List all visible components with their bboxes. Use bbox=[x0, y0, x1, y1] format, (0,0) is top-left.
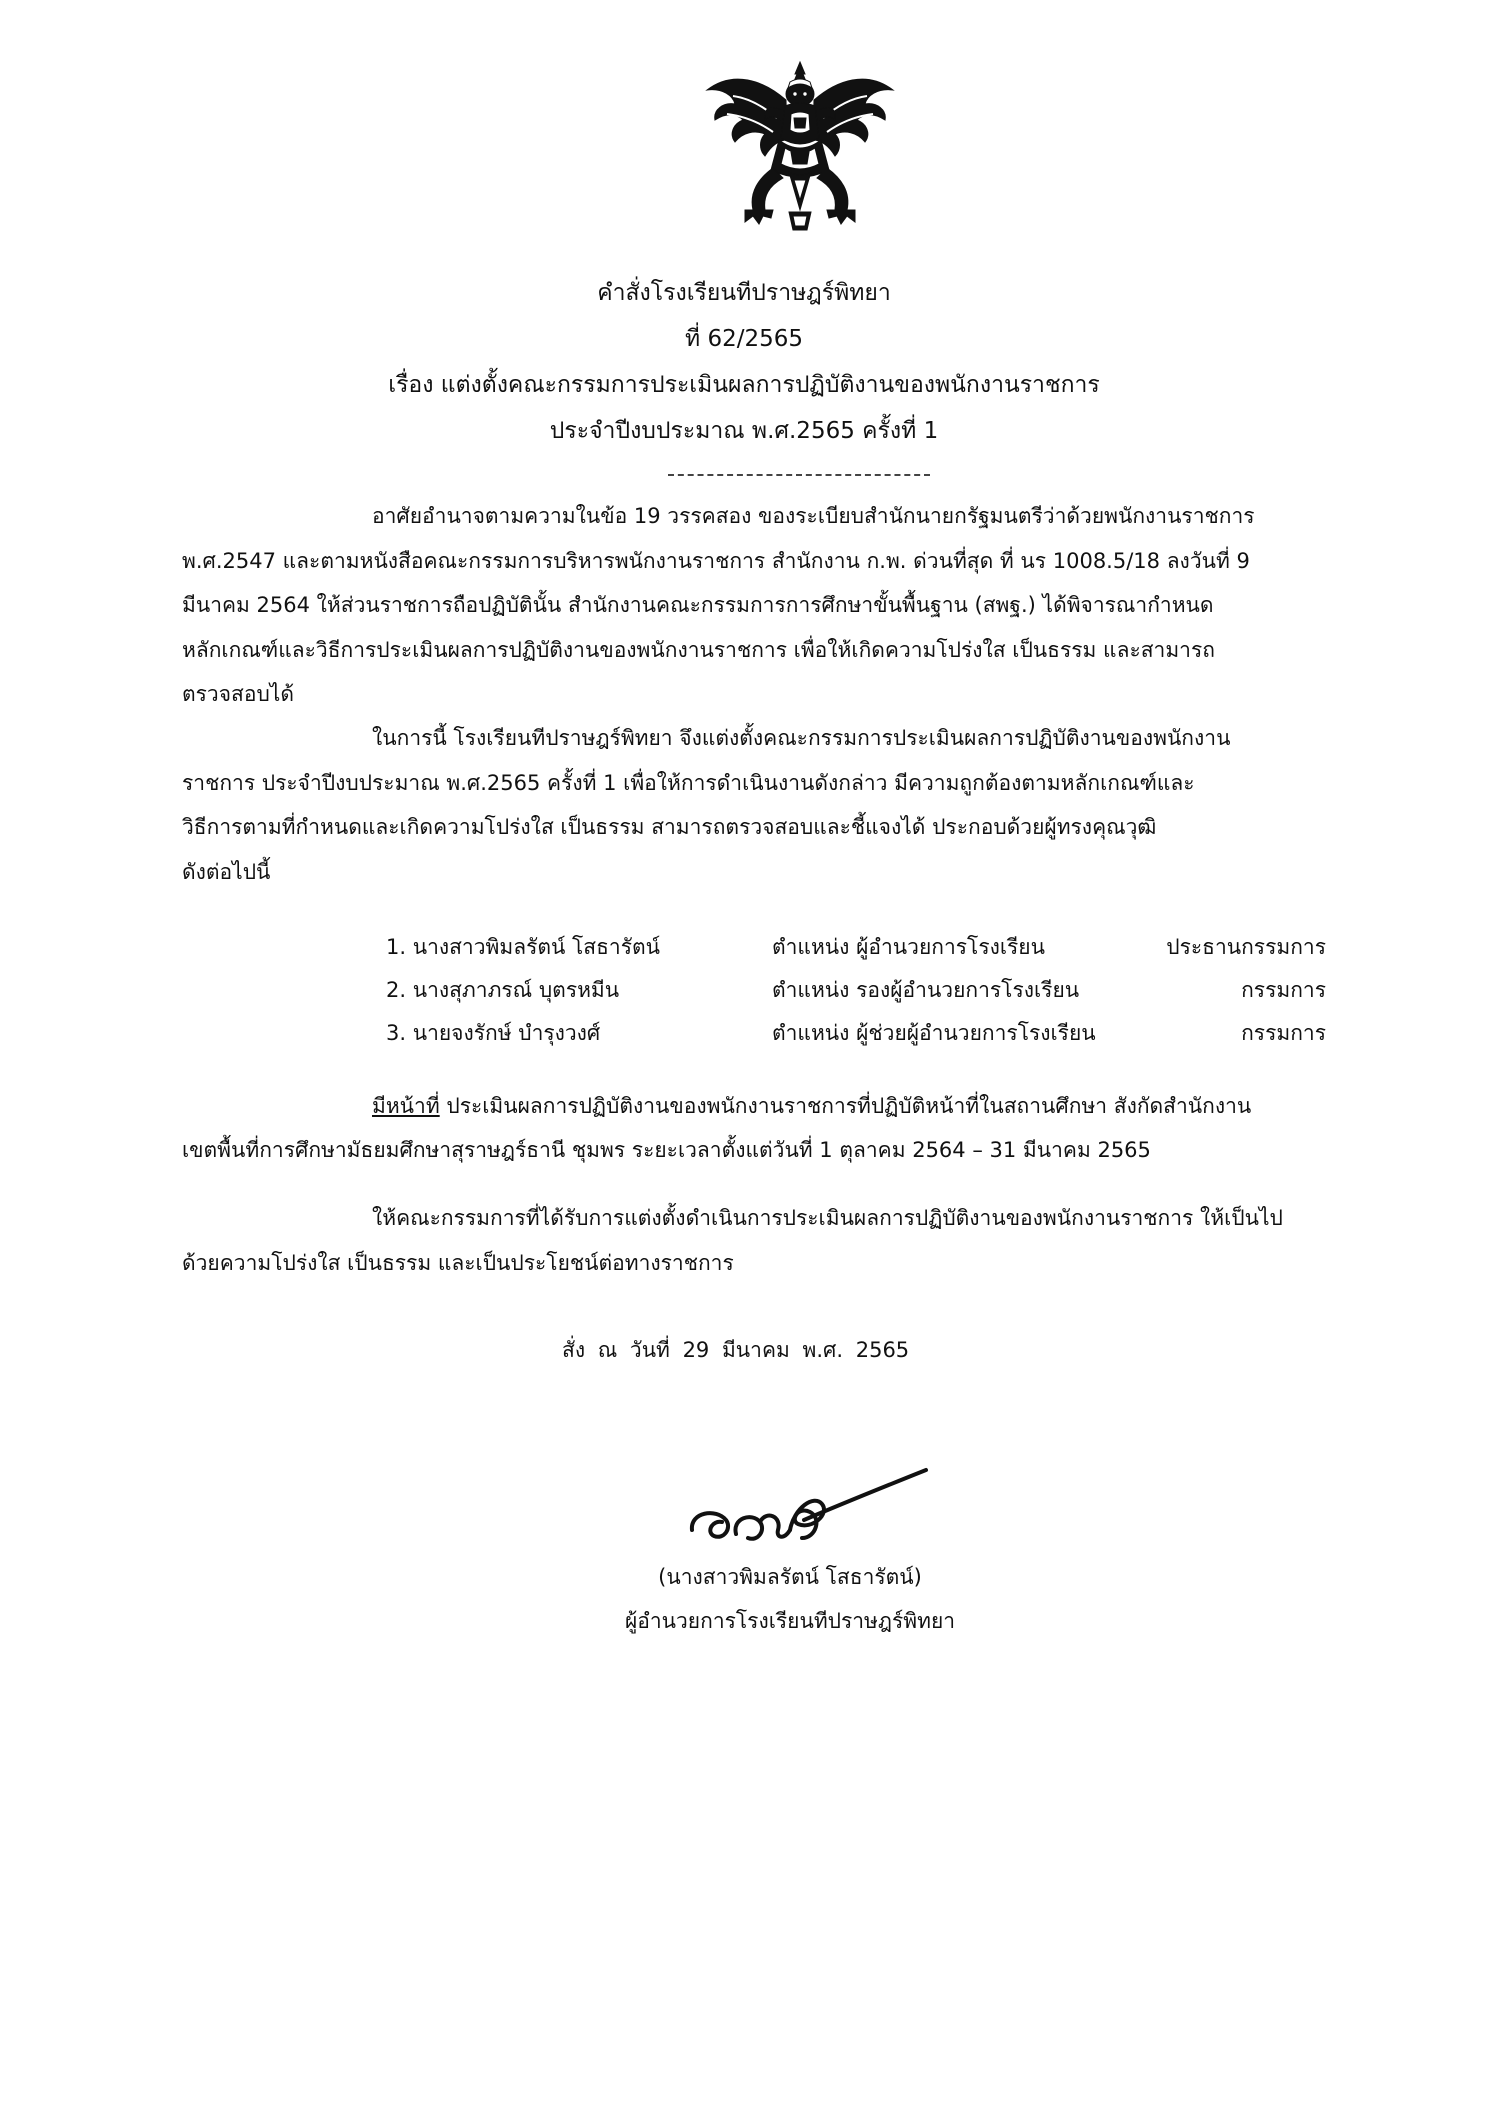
committee-list bbox=[386, 926, 1326, 1055]
handwritten-signature-icon bbox=[686, 1460, 936, 1570]
document-header bbox=[300, 270, 1188, 454]
order-number: ที่ 62/2565 bbox=[684, 326, 804, 352]
paragraph-line: เขตพื้นที่การศึกษามัธยมศึกษาสุราษฎร์ธานี ชุมพร ระยะเวลาตั้งแต่วันที่ 1 ตุลาคม 2564 – 31 มีนาคม 2565 bbox=[182, 1138, 1151, 1162]
signer-name: (นางสาวพิมลรัตน์ โสธารัตน์) bbox=[658, 1565, 922, 1589]
duty-text: ประเมินผลการปฏิบัติงานของพนักงานราชการที่ปฏิบัติหน้าที่ในสถานศึกษา สังกัดสำนักงาน bbox=[439, 1094, 1252, 1118]
member-name: 3. นายจงรักษ์ บำรุงวงศ์ bbox=[386, 1021, 601, 1045]
appointment-paragraph bbox=[182, 716, 1314, 894]
paragraph-line: ราชการ ประจำปีงบประมาณ พ.ศ.2565 ครั้งที่ 1 เพื่อให้การดำเนินงานดังกล่าว มีความถูกต้องตามหลักเกณฑ์และ bbox=[182, 770, 1195, 795]
member-name: 2. นางสุภาภรณ์ บุตรหมีน bbox=[386, 978, 620, 1002]
paragraph-line: พ.ศ.2547 และตามหนังสือคณะกรรมการบริหารพนักงานราชการ สำนักงาน ก.พ. ด่วนที่สุด ที่ นร 1008.5/18 ลงวันที่ 9 bbox=[182, 548, 1250, 573]
member-role: ประธานกรรมการ bbox=[1166, 935, 1326, 959]
duty-paragraph bbox=[182, 1084, 1314, 1172]
member-name: 1. นางสาวพิมลรัตน์ โสธารัตน์ bbox=[386, 935, 660, 959]
member-role: กรรมการ bbox=[1241, 978, 1326, 1002]
paragraph-line: วิธีการตามที่กำหนดและเกิดความโปร่งใส เป็นธรรม สามารถตรวจสอบและชี้แจงได้ ประกอบด้วยผู้ทรงคุณวุฒิ bbox=[182, 815, 1157, 839]
committee-member bbox=[386, 1012, 1326, 1055]
paragraph-line: อาศัยอำนาจตามความในข้อ 19 วรรคสอง ของระเบียบสำนักนายกรัฐมนตรีว่าด้วยพนักงานราชการ bbox=[372, 504, 1255, 528]
order-fiscal-year: ประจำปีงบประมาณ พ.ศ.2565 ครั้งที่ 1 bbox=[549, 418, 939, 444]
committee-member bbox=[386, 926, 1326, 969]
paragraph-line: ตรวจสอบได้ bbox=[182, 682, 294, 706]
paragraph-line: ด้วยความโปร่งใส เป็นธรรม และเป็นประโยชน์ต่อทางราชการ bbox=[182, 1250, 734, 1275]
duty-label: มีหน้าที่ bbox=[372, 1094, 440, 1118]
member-position: ตำแหน่ง ผู้ช่วยผู้อำนวยการโรงเรียน bbox=[772, 1021, 1096, 1045]
paragraph-line bbox=[182, 1084, 1314, 1128]
header-separator bbox=[668, 474, 930, 476]
garuda-emblem-icon bbox=[693, 60, 907, 236]
paragraph-line: มีนาคม 2564 ให้ส่วนราชการถือปฏิบัตินั้น สำนักงานคณะกรรมการการศึกษาขั้นพื้นฐาน (สพฐ.) ได้พิจารณากำหนด bbox=[182, 593, 1214, 617]
member-role: กรรมการ bbox=[1241, 1021, 1326, 1045]
paragraph-line: ดังต่อไปนี้ bbox=[182, 859, 271, 884]
paragraph-line: หลักเกณฑ์และวิธีการประเมินผลการปฏิบัติงานของพนักงานราชการ เพื่อให้เกิดความโปร่งใส เป็นธรรม และสามารถ bbox=[182, 637, 1215, 662]
authority-paragraph bbox=[182, 494, 1314, 717]
order-title: คำสั่งโรงเรียนทีปราษฎร์พิทยา bbox=[597, 280, 891, 306]
order-date: สั่ง ณ วันที่ 29 มีนาคม พ.ศ. 2565 bbox=[562, 1338, 910, 1362]
committee-member bbox=[386, 969, 1326, 1012]
order-subject: เรื่อง แต่งตั้งคณะกรรมการประเมินผลการปฏิบัติงานของพนักงานราชการ bbox=[388, 372, 1100, 398]
signer-block bbox=[560, 1555, 1020, 1643]
paragraph-line: ในการนี้ โรงเรียนทีปราษฎร์พิทยา จึงแต่งตั้งคณะกรรมการประเมินผลการปฏิบัติงานของพนักงาน bbox=[372, 726, 1231, 750]
member-position: ตำแหน่ง รองผู้อำนวยการโรงเรียน bbox=[772, 978, 1080, 1002]
signer-title: ผู้อำนวยการโรงเรียนทีปราษฎร์พิทยา bbox=[624, 1609, 956, 1633]
paragraph-line: ให้คณะกรรมการที่ได้รับการแต่งตั้งดำเนินการประเมินผลการปฏิบัติงานของพนักงานราชการ ให้เป็นไป bbox=[372, 1206, 1283, 1230]
member-position: ตำแหน่ง ผู้อำนวยการโรงเรียน bbox=[772, 935, 1045, 959]
closing-paragraph bbox=[182, 1196, 1314, 1285]
